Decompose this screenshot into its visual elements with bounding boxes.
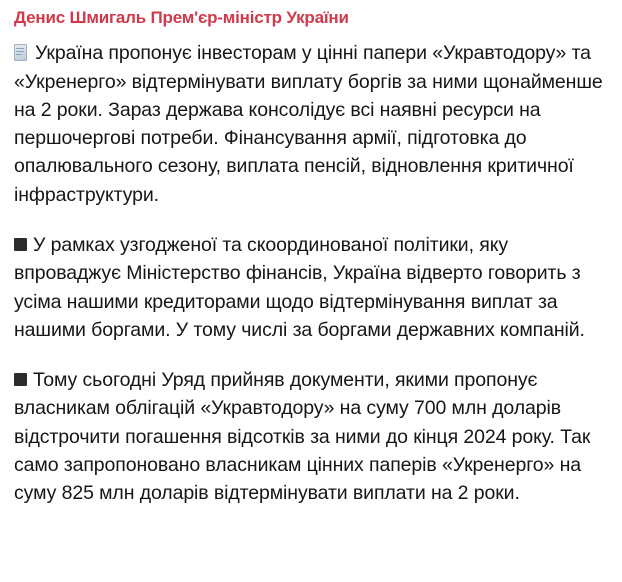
document-icon (14, 44, 29, 62)
post-paragraph-2 (14, 231, 608, 344)
post-paragraph-1 (14, 39, 608, 209)
paragraph-text: У рамках узгодженої та скоординованої політики, яку впроваджує Міністерство фінансів, Україна відверто говорить з усіма нашими кредиторами щодо відтермінування виплат за нашими боргами. У тому числі за боргами державних компаній. (14, 233, 585, 341)
post-paragraph-3 (14, 366, 608, 507)
post-author: Денис Шмигаль Прем'єр-міністр України (14, 8, 349, 27)
black-square-bullet-icon (14, 238, 27, 251)
black-square-bullet-icon (14, 373, 27, 386)
paragraph-text: Тому сьогодні Уряд прийняв документи, якими пропонує власникам облігацій «Укравтодору» на суму 700 млн доларів відстрочити погашення відсотків за ними до кінця 2024 року. Так само запропоновано власникам цінних паперів «Укренерго» на суму 825 млн доларів відтермінувати виплати на 2 роки. (14, 369, 591, 505)
paragraph-text: Україна пропонує інвесторам у цінні папери «Укравтодору» та «Укренерго» відтермінувати виплату боргів за ними щонайменше на 2 роки. Зараз держава консолідує всі наявні ресурси на першочергові потреби. Фінансування армії, підготовка до опалювального сезону, виплата пенсій, відновлення критичної інфраструктури. (14, 42, 603, 206)
